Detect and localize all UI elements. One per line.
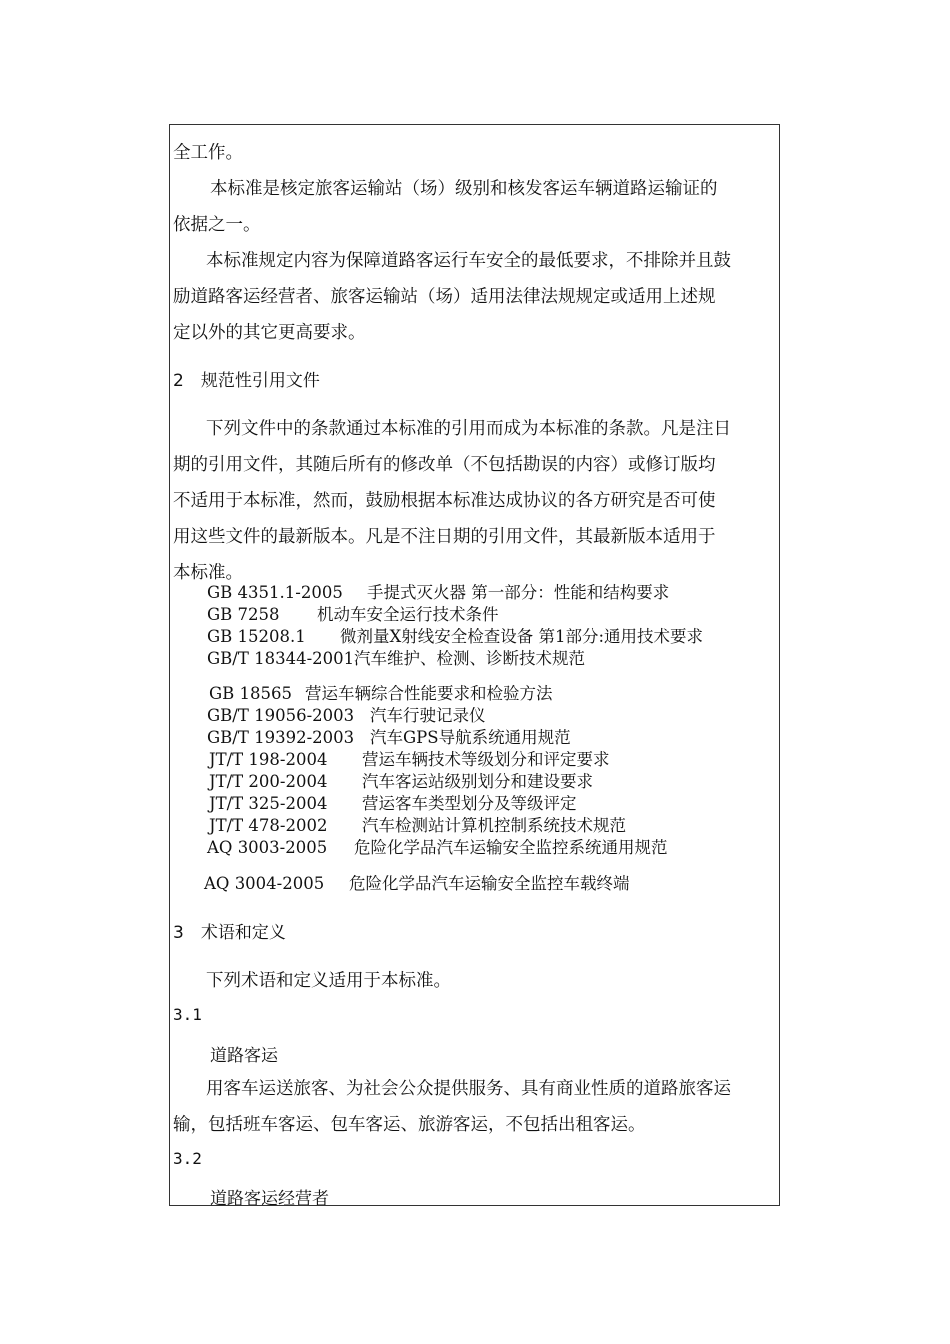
reference-item [209, 793, 577, 815]
clause-number: 3.2 [173, 1149, 202, 1168]
paragraph-line: 用这些文件的最新版本。凡是不注日期的引用文件，其最新版本适用于 [173, 527, 716, 547]
reference-code: JT/T 478-2002 [209, 816, 328, 835]
reference-title: 汽车客运站级别划分和建设要求 [362, 772, 593, 791]
reference-code: GB/T 19392-2003 [207, 728, 355, 747]
reference-title: 营运车辆综合性能要求和检验方法 [305, 684, 553, 703]
paragraph-line: 用客车运送旅客、为社会公众提供服务、具有商业性质的道路旅客运 [206, 1079, 731, 1099]
paragraph-line: 定以外的其它更高要求。 [173, 323, 366, 343]
paragraph-line: 全工作。 [173, 143, 243, 163]
reference-item [207, 727, 571, 749]
paragraph-line: 不适用于本标准，然而，鼓励根据本标准达成协议的各方研究是否可使 [173, 491, 716, 511]
reference-code: JT/T 325-2004 [209, 794, 328, 813]
reference-title: 营运车辆技术等级划分和评定要求 [362, 750, 610, 769]
reference-item [209, 749, 610, 771]
paragraph-line: 本标准。 [173, 563, 243, 583]
reference-item [204, 873, 630, 895]
reference-title: 汽车行驶记录仪 [370, 706, 486, 725]
paragraph-line: 本标准规定内容为保障道路客运行车安全的最低要求，不排除并且鼓 [206, 251, 731, 271]
reference-code: AQ 3004-2005 [204, 874, 325, 893]
paragraph-line: 输，包括班车客运、包车客运、旅游客运，不包括出租客运。 [173, 1115, 646, 1135]
reference-code: GB 15208.1 [207, 627, 306, 646]
reference-item [209, 683, 553, 705]
paragraph-line: 下列术语和定义适用于本标准。 [206, 971, 451, 991]
reference-title: 机动车安全运行技术条件 [317, 605, 499, 624]
reference-item [209, 771, 593, 793]
reference-code: AQ 3003-2005 [207, 838, 328, 857]
reference-item [207, 626, 704, 648]
reference-item [207, 582, 670, 604]
term-title: 道路客运 [210, 1046, 278, 1066]
reference-title: 危险化学品汽车运输安全监控系统通用规范 [354, 838, 668, 857]
document-frame [169, 124, 780, 1206]
reference-title: 手提式灭火器 第一部分：性能和结构要求 [367, 583, 670, 602]
paragraph-line: 本标准是核定旅客运输站（场）级别和核发客运车辆道路运输证的 [210, 179, 718, 199]
reference-title: 微剂量X射线安全检查设备 第1部分:通用技术要求 [340, 627, 704, 646]
reference-title: 汽车GPS导航系统通用规范 [370, 728, 571, 747]
reference-item [207, 648, 585, 670]
reference-code: JT/T 200-2004 [209, 772, 328, 791]
reference-code: GB 7258 [207, 605, 280, 624]
reference-item [207, 837, 668, 859]
reference-code: GB/T 18344-2001 [207, 649, 355, 668]
paragraph-line: 下列文件中的条款通过本标准的引用而成为本标准的条款。凡是注日 [206, 419, 731, 439]
reference-title: 危险化学品汽车运输安全监控车载终端 [349, 874, 630, 893]
reference-code: GB/T 19056-2003 [207, 706, 355, 725]
reference-code: GB 18565 [209, 684, 293, 703]
reference-item [207, 604, 499, 626]
reference-title: 营运客车类型划分及等级评定 [362, 794, 577, 813]
reference-item [207, 705, 486, 727]
reference-item [209, 815, 626, 837]
reference-code: GB 4351.1-2005 [207, 583, 343, 602]
paragraph-line: 期的引用文件，其随后所有的修改单（不包括勘误的内容）或修订版均 [173, 455, 716, 475]
reference-title: 汽车检测站计算机控制系统技术规范 [362, 816, 626, 835]
paragraph-line: 依据之一。 [173, 215, 261, 235]
term-title: 道路客运经营者 [210, 1189, 329, 1206]
reference-title: 汽车维护、检测、诊断技术规范 [354, 649, 585, 668]
clause-number: 3.1 [173, 1005, 202, 1024]
section-heading-2: 2 规范性引用文件 [173, 371, 320, 391]
paragraph-line: 励道路客运经营者、旅客运输站（场）适用法律法规规定或适用上述规 [173, 287, 716, 307]
section-heading-3: 3 术语和定义 [173, 923, 286, 943]
reference-code: JT/T 198-2004 [209, 750, 328, 769]
